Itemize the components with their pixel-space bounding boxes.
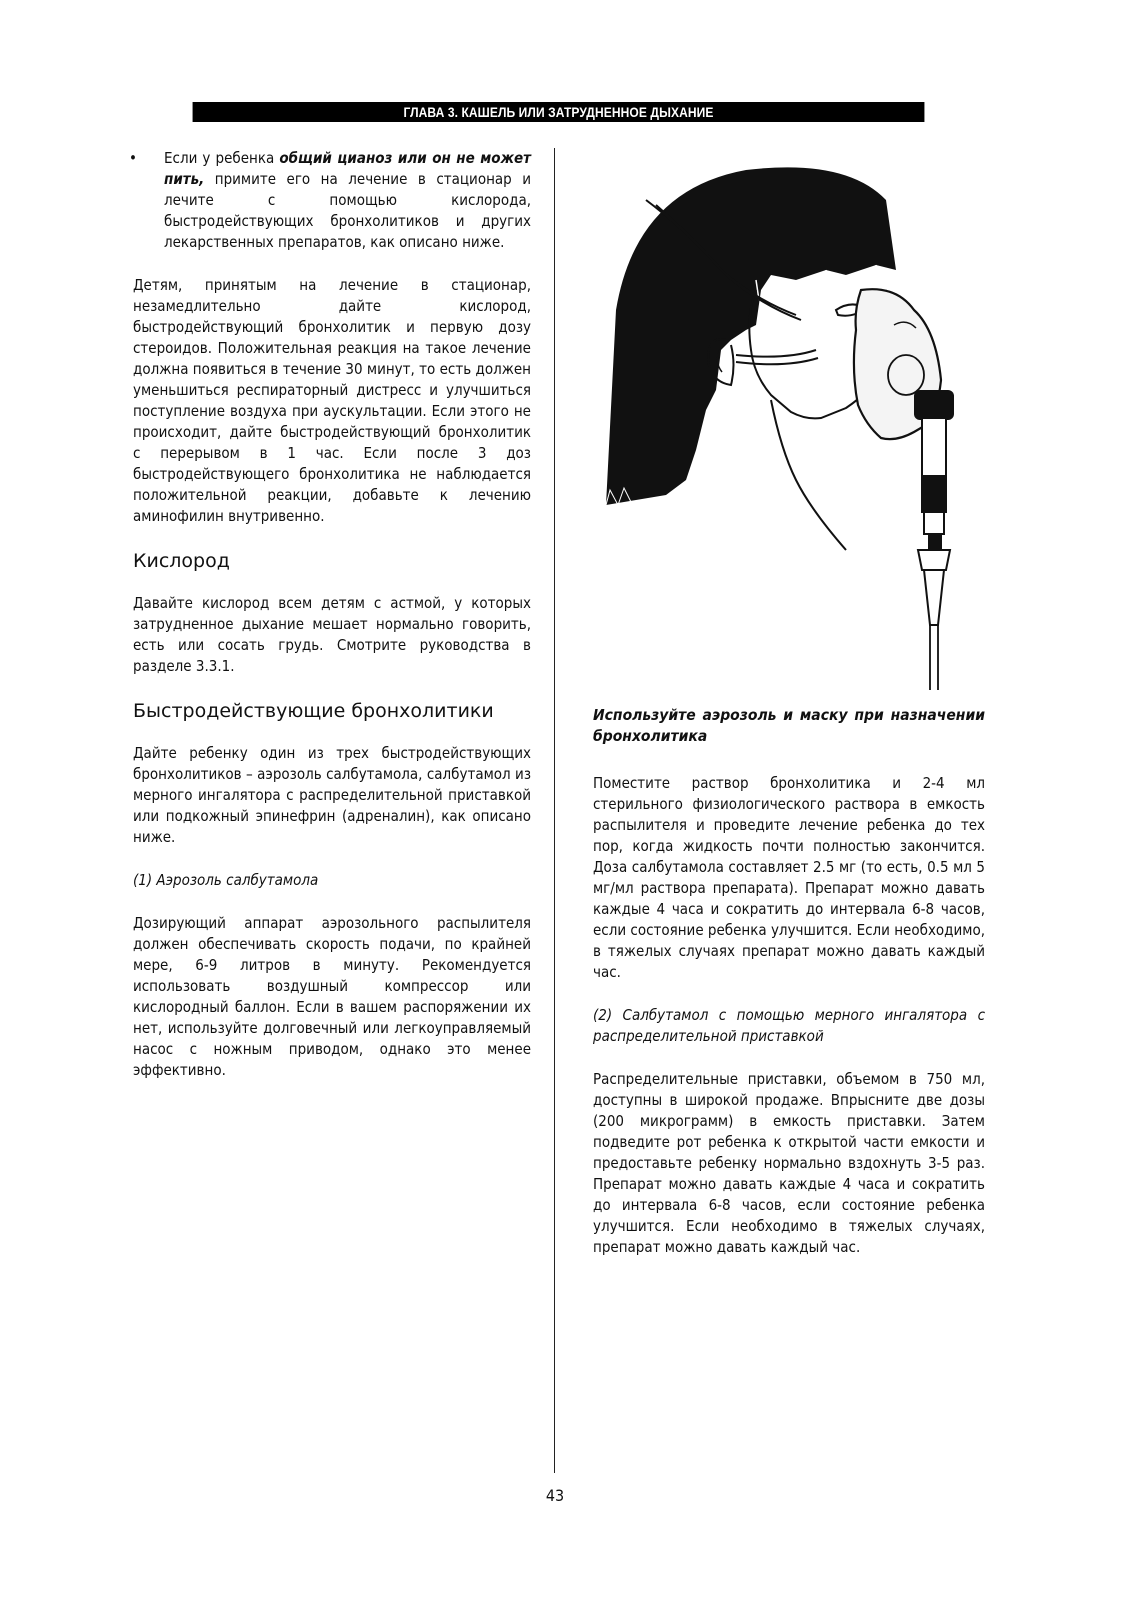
hair [606,167,896,505]
neck [771,400,846,550]
chapter-header [193,102,925,122]
right-column [593,705,985,1258]
heading-bronchodilators: Быстродействующие бронхолитики [133,700,494,722]
paragraph-spacer: Распределительные приставки, объемом в 750 мл, доступны в широкой продаже. Впрысните две дозы (200 микрограмм) в емкость приставки. Затем подведите рот ребенка к открытой части емкости и предоставьте ребенку нормально вздохнуть 3-5 раз. Препарат можно давать каждые 4 часа и сократить до интервала 6-8 часов, если состояние ребенка улучшится. Если необходимо в тяжелых случаях, препарат можно давать каждый час. [593,1070,985,1256]
heading-oxygen: Кислород [133,550,230,572]
nebulizer-cup [922,418,946,478]
oxygen-tubing [930,625,938,690]
paragraph-admission: Детям, принятым на лечение в стационар, незамедлительно дайте кислород, быстродействующий бронхолитик и первую дозу стероидов. Положительная реакция на такое лечение должна появиться в течение 30 минут, то есть должен уменьшиться респираторный дистресс и улучшиться поступление воздуха при аускультации. Если этого не происходит, дайте быстродействующий бронхолитик с перерывом в 1 час. Если после 3 доз быстродействующего бронхолитика не наблюдается положительной реакции, добавьте к лечению аминофилин внутривенно. [133,276,531,525]
bullet-emphasis: общий цианоз или он не может пить, [164,149,531,188]
paragraph-nebulizer: Поместите раствор бронхолитика и 2-4 мл стерильного физиологического раствора в емкость распылителя и проведите лечение ребенка до тех пор, когда жидкость почти полностью закончится. Доза салбутамола составляет 2.5 мг (то есть, 0.5 мл 5 мг/мл раствора препарата). Препарат можно давать каждые 4 часа и сократить до интервала 6-8 часов, если состояние ребенка улучшится. Если необходимо, в тяжелых случаях препарат можно давать каждый час. [593,774,985,981]
bullet-text [164,148,531,253]
bullet-item [129,148,531,253]
column-divider [554,148,555,1473]
nebulizer-connector [914,390,954,420]
paragraph-aerosol: Дозирующий аппарат аэрозольного распылителя должен обеспечивать скорость подачи, по крайней мере, 6-9 литров в минуту. Рекомендуется использовать воздушный компрессор или кислородный баллон. Если в вашем распоряжении их нет, используйте долговечный или легкоуправляемый насос с ножным приводом, однако это менее эффективно. [133,914,531,1079]
child-with-nebulizer-mask-illustration [596,150,976,690]
subheading-spacer: (2) Салбутамол с помощью мерного ингалятора с распределительной приставкой [593,1006,985,1045]
bullet-text-after: примите его на лечение в стационар и лечите с помощью кислорода, быстродействующих бронхолитиков и других лекарственных препаратов, как описано ниже. [164,170,531,251]
subheading-aerosol: (1) Аэрозоль салбутамола [133,871,319,889]
page-number: 43 [545,1486,565,1505]
bullet-text-before: Если у ребенка [164,149,280,167]
left-column [129,148,531,1081]
figure-caption: Используйте аэрозоль и маску при назначении бронхолитика [593,706,985,745]
bullet-symbol: • [129,149,137,167]
paragraph-bronchodilators: Дайте ребенку один из трех быстродействующих бронхолитиков – аэрозоль салбутамола, салбутамол из мерного ингалятора с распределительной приставкой или подкожный эпинефрин (адреналин), как описано ниже. [133,744,531,846]
chapter-title: ГЛАВА 3. КАШЕЛЬ ИЛИ ЗАТРУДНЕННОЕ ДЫХАНИЕ [403,104,714,120]
paragraph-oxygen: Давайте кислород всем детям с астмой, у которых затрудненное дыхание мешает нормально говорить, есть или сосать грудь. Смотрите руководства в разделе 3.3.1. [133,594,531,675]
